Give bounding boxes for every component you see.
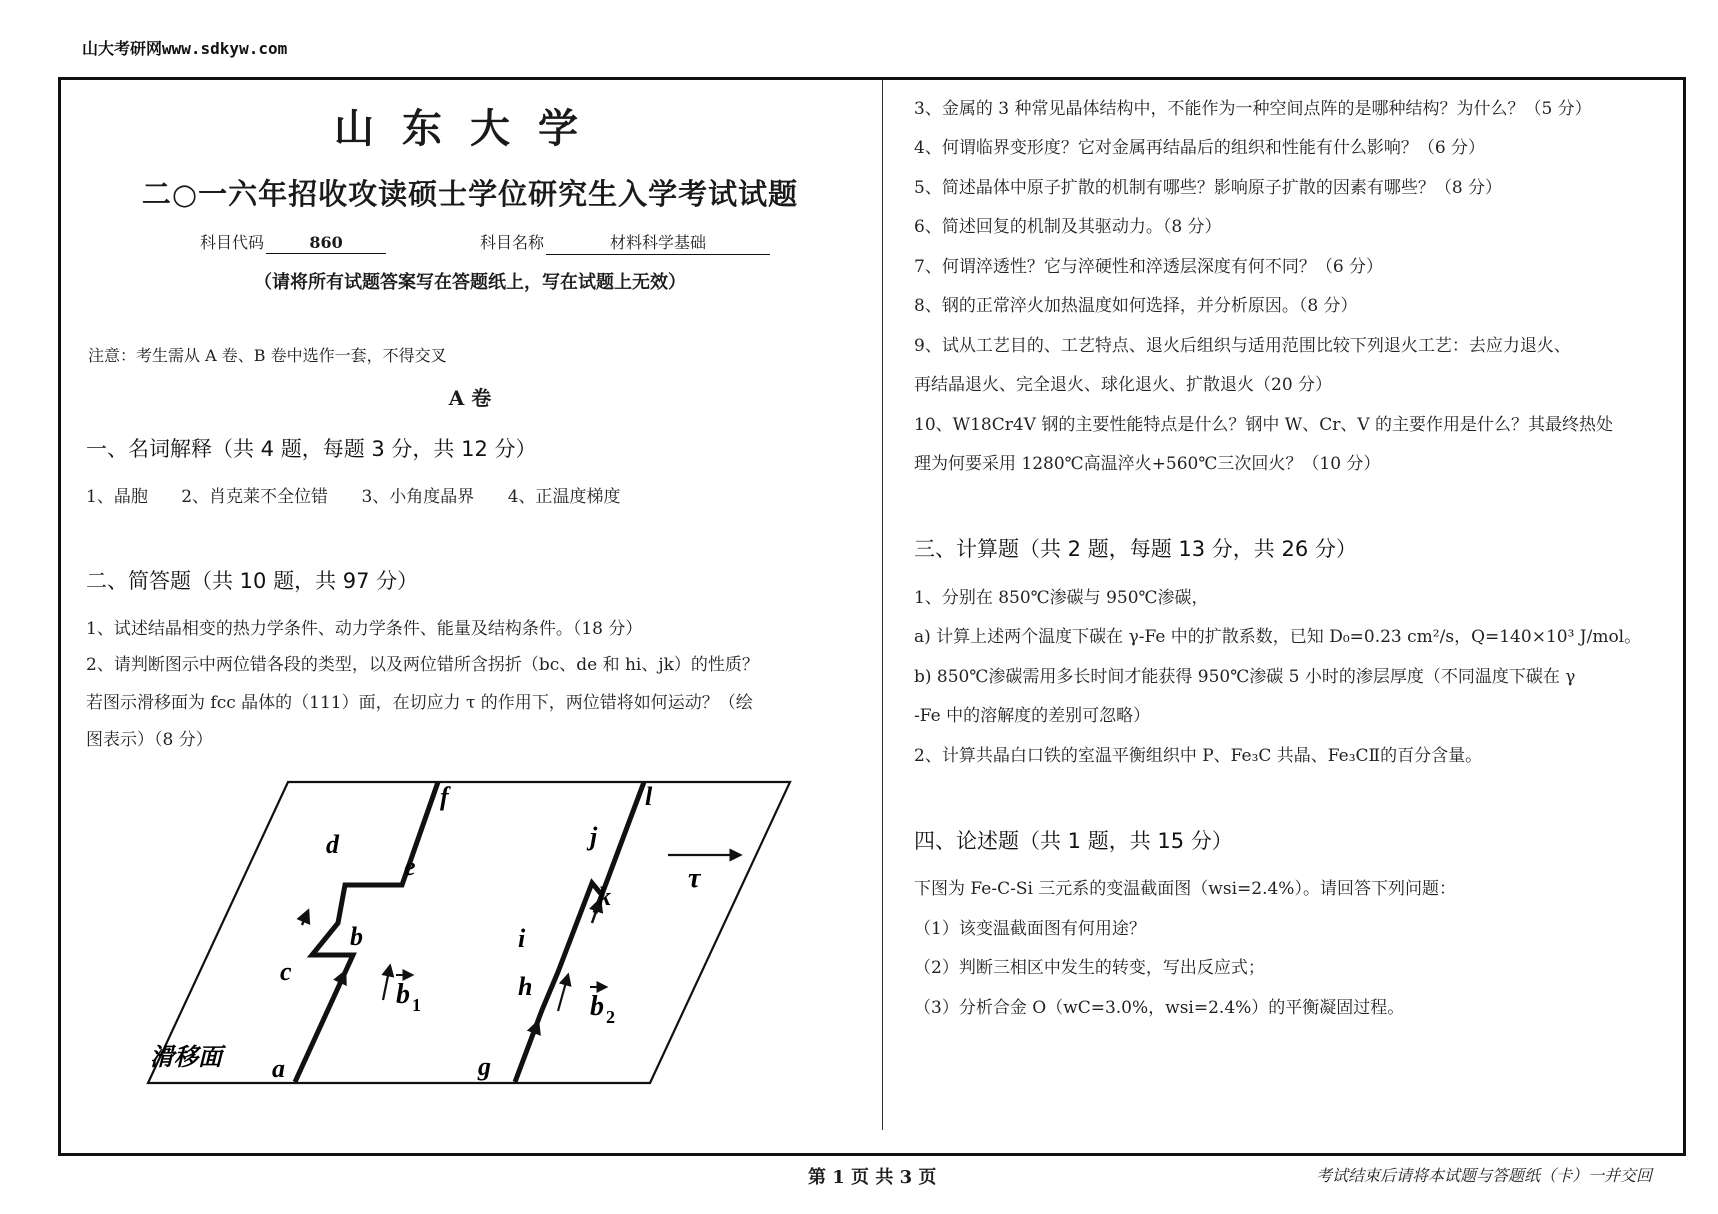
question-line: 10、W18Cr4V 钢的主要性能特点是什么？钢中 W、Cr、V 的主要作用是什么？其最终热处 [914, 415, 1614, 435]
question-line: 下图为 Fe-C-Si 三元系的变温截面图（wsi=2.4%）。请回答下列问题： [914, 879, 1456, 899]
point-label-j: j [590, 822, 598, 851]
dislocation-line-1 [295, 782, 438, 1082]
column-divider [882, 80, 883, 1130]
question-line: 图表示）（8 分） [86, 730, 213, 750]
question-line: 再结晶退火、完全退火、球化退火、扩散退火（20 分） [914, 375, 1333, 395]
section2-heading: 二、简答题（共 10 题，共 97 分） [86, 569, 419, 593]
subject-code-label: 科目代码 [200, 233, 265, 252]
point-label-e: e [404, 852, 416, 881]
question-line: 理为何要采用 1280℃高温淬火+560℃三次回火？（10 分） [914, 454, 1381, 474]
section4-heading: 四、论述题（共 1 题，共 15 分） [914, 829, 1233, 853]
question-line: （1）该变温截面图有何用途？ [914, 919, 1146, 939]
answer-notice: （请将所有试题答案写在答题纸上，写在试题上无效） [254, 272, 686, 293]
direction-arrow [525, 1022, 538, 1057]
page-number: 第 1 页 共 3 页 [808, 1167, 937, 1188]
subject-code [200, 230, 386, 254]
question-line: 3、金属的 3 种常见晶体结构中，不能作为一种空间点阵的是哪种结构？为什么？（5 分） [914, 99, 1592, 119]
dislocation-line-2 [515, 782, 644, 1082]
point-label-f: f [440, 782, 449, 811]
slip-plane-label: 滑移面 [150, 1045, 222, 1071]
point-label-b: b [350, 922, 363, 951]
direction-arrow [325, 972, 345, 1015]
question-line: （3）分析合金 O（wC=3.0%，wsi=2.4%）的平衡凝固过程。 [914, 998, 1405, 1018]
burgers-vector-2-arrow [558, 975, 568, 1011]
question-line: 6、简述回复的机制及其驱动力。（8 分） [914, 217, 1222, 237]
burgers-vector-2-label: b [590, 991, 604, 1022]
point-label-c: c [280, 957, 292, 986]
instructions: 注意：考生需从 A 卷、B 卷中选作一套，不得交叉 [88, 346, 447, 365]
point-label-h: h [518, 972, 533, 1001]
burgers-vector-2-subscript: 2 [606, 1007, 615, 1027]
burgers-vector-1-label: b [396, 979, 410, 1010]
question-line: b) 850℃渗碳需用多长时间才能获得 950℃渗碳 5 小时的渗层厚度（不同温度下碳在 γ [914, 667, 1576, 687]
subject-name-label: 科目名称 [480, 233, 545, 252]
direction-arrow [302, 911, 308, 925]
point-label-l: l [645, 782, 653, 811]
slip-plane-outline [148, 782, 790, 1083]
point-label-k: k [598, 882, 611, 911]
term-item: 3、小角度晶界 [361, 487, 475, 507]
question-line: 8、钢的正常淬火加热温度如何选择，并分析原因。（8 分） [914, 296, 1358, 316]
question-line: 若图示滑移面为 fcc 晶体的（111）面，在切应力 τ 的作用下，两位错将如何运动？（绘 [86, 693, 753, 713]
point-label-a: a [272, 1054, 285, 1083]
term-item: 4、正温度梯度 [507, 487, 621, 507]
dislocation-figure [140, 775, 800, 1095]
question-line: 1、分别在 850℃渗碳与 950℃渗碳， [914, 588, 1209, 608]
point-label-d: d [326, 830, 339, 859]
question-line: 5、简述晶体中原子扩散的机制有哪些？影响原子扩散的因素有哪些？（8 分） [914, 178, 1503, 198]
burgers-vector-1-arrow [383, 966, 390, 1000]
term-item: 2、肖克莱不全位错 [181, 487, 329, 507]
subject-code-value: 860 [266, 233, 386, 254]
point-label-g: g [478, 1052, 491, 1081]
shear-stress-label: τ [688, 863, 701, 894]
burgers-vector-1-subscript: 1 [412, 995, 421, 1015]
question-line: （2）判断三相区中发生的转变，写出反应式； [914, 958, 1265, 978]
paper-label: A 卷 [448, 386, 492, 410]
question-line: 2、请判断图示中两位错各段的类型，以及两位错所含拐折（bc、de 和 hi、jk）的性质？ [86, 655, 759, 675]
site-watermark: 山大考研网www.sdkyw.com [82, 39, 288, 58]
question-line: 1、试述结晶相变的热力学条件、动力学条件、能量及结构条件。（18 分） [86, 619, 643, 639]
university-title: 山东大学 [334, 105, 606, 152]
subject-name-value: 材料科学基础 [546, 230, 770, 255]
exam-title: 二○一六年招收攻读硕士学位研究生入学考试试题 [141, 177, 799, 211]
section1-heading: 一、名词解释（共 4 题，每题 3 分，共 12 分） [86, 437, 537, 461]
term-item: 1、晶胞 [86, 487, 148, 507]
question-line: 4、何谓临界变形度？它对金属再结晶后的组织和性能有什么影响？（6 分） [914, 138, 1486, 158]
section3-heading: 三、计算题（共 2 题，每题 13 分，共 26 分） [914, 537, 1357, 561]
term-list [86, 482, 621, 507]
point-label-i: i [518, 924, 526, 953]
question-line: a) 计算上述两个温度下碳在 γ-Fe 中的扩散系数，已知 D₀=0.23 cm²/s，Q=140×10³ J/mol。 [914, 627, 1642, 647]
subject-name [480, 230, 770, 255]
question-line: -Fe 中的溶解度的差别可忽略） [914, 706, 1151, 726]
question-line: 2、计算共晶白口铁的室温平衡组织中 P、Fe₃C 共晶、Fe₃CⅡ的百分含量。 [914, 746, 1483, 766]
question-line: 7、何谓淬透性？它与淬硬性和淬透层深度有何不同？（6 分） [914, 257, 1384, 277]
footer-note: 考试结束后请将本试题与答题纸（卡）一并交回 [1316, 1166, 1653, 1185]
question-line: 9、试从工艺目的、工艺特点、退火后组织与适用范围比较下列退火工艺：去应力退火、 [914, 336, 1571, 356]
